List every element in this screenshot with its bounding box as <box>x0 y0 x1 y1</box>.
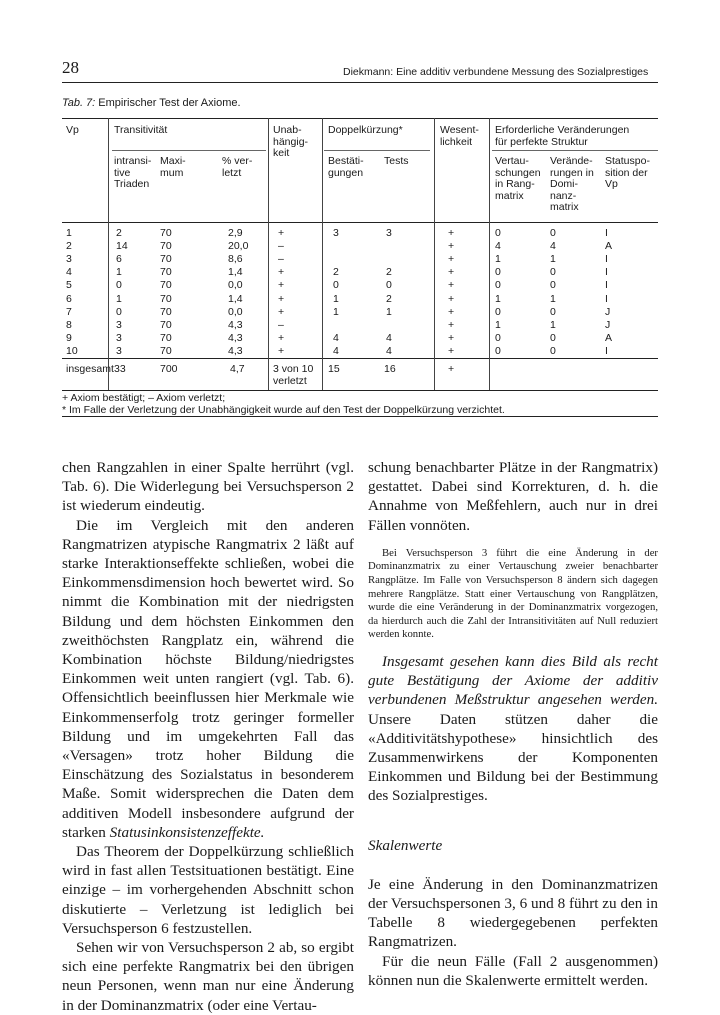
table-cell-wes: + <box>448 240 455 253</box>
paragraph: schung benachbarter Plätze in der Rangmatrix) gestattet. Dabei sind Korrekturen, d. h. die Annahme von Meßfehlern, auch nur in drei Fällen vonnöten. <box>368 459 658 534</box>
table-cell-vp: 2 <box>66 240 72 253</box>
table-cell-stat: A <box>605 240 613 253</box>
table-cell-pct: 1,4 <box>228 292 243 305</box>
table-cell-intr: 3 <box>116 344 122 357</box>
table-cell-ver: 0 <box>550 305 556 318</box>
table-cell-ver: 1 <box>550 318 556 331</box>
table-caption-label: Tab. 7: <box>62 97 96 109</box>
th-unabhaengigkeit: Unab- hängig- keit <box>273 124 309 159</box>
table-cell-tests: 4 <box>386 331 392 344</box>
header-rule <box>62 82 658 83</box>
total-label: insgesamt <box>66 363 114 375</box>
table-cell-unab: + <box>278 344 285 357</box>
table-cell-tests: 2 <box>386 292 392 305</box>
table-cell-tests: 2 <box>386 266 392 279</box>
table-cell-unab: + <box>278 266 285 279</box>
table-cell-vp: 8 <box>66 318 72 331</box>
table-cell-intr: 6 <box>116 253 122 266</box>
table-cell-best: 4 <box>333 344 339 357</box>
table-cell-pct: 4,3 <box>228 318 243 331</box>
table-cell-vp: 4 <box>66 266 72 279</box>
table-cell-pct: 1,4 <box>228 266 243 279</box>
table-cell-max: 70 <box>160 266 172 279</box>
th-transitivitaet: Transitivität <box>114 124 168 136</box>
table-cell-wes: + <box>448 253 455 266</box>
table-cell-max: 70 <box>160 227 172 239</box>
table-cell-pct: 2,9 <box>228 227 243 239</box>
table-cell-ver: 1 <box>550 253 556 266</box>
table-cell-wes: + <box>448 279 455 292</box>
table-cell-stat: J <box>605 305 611 318</box>
table-cell-pct: 20,0 <box>228 240 249 253</box>
table-cell-stat: J <box>605 318 611 331</box>
th-tests: Tests <box>384 155 409 167</box>
table-cell-intr: 2 <box>116 227 122 239</box>
right-column <box>368 458 658 990</box>
table-cell-tests: 4 <box>386 344 392 357</box>
table-vline <box>108 118 109 390</box>
table-cell-unab: + <box>278 305 285 318</box>
table-cell-stat: A <box>605 331 613 344</box>
total-wesentlichkeit: + <box>448 363 455 375</box>
table-cell-wes: + <box>448 305 455 318</box>
table-cell-max: 70 <box>160 292 172 305</box>
table-cell-best: 3 <box>333 227 339 239</box>
table-cell-intr: 14 <box>116 240 128 253</box>
table-cell-unab: + <box>278 227 285 239</box>
table-cell-tests: 3 <box>386 227 392 239</box>
table-cell-vp: 3 <box>66 253 72 266</box>
table-cell-pct: 8,6 <box>228 253 243 266</box>
table-cell-stat: I <box>605 344 608 357</box>
section-title: Skalenwerte <box>368 836 443 854</box>
left-column <box>62 458 354 1015</box>
table-cell-ver: 0 <box>550 344 556 357</box>
table-cell-stat: I <box>605 227 608 239</box>
th-maximum: Maxi- mum <box>160 155 186 179</box>
th-erforderliche: Erforderliche Veränderungen für perfekte Struktur <box>495 124 630 148</box>
table-cell-vert: 1 <box>495 318 501 331</box>
table-footnote-asterisk: * Im Falle der Verletzung der Unabhängigkeit wurde auf den Test der Doppelkürzung verzichtet. <box>62 404 505 416</box>
table-cell-pct: 0,0 <box>228 279 243 292</box>
table-cell-vert: 1 <box>495 253 501 266</box>
th-doppelkuerzung: Doppelkürzung* <box>328 124 403 136</box>
th-vp: Vp <box>66 124 79 136</box>
total-maximum: 700 <box>160 363 178 375</box>
total-unabhaengigkeit: 3 von 10 verletzt <box>273 363 314 387</box>
table-cell-ver: 0 <box>550 227 556 239</box>
table-cell-ver: 0 <box>550 266 556 279</box>
table-header-rule <box>62 222 658 223</box>
total-bestaetigungen: 15 <box>328 363 340 375</box>
table-cell-ver: 0 <box>550 331 556 344</box>
table-cell-unab: + <box>278 331 285 344</box>
table-sub-rule-changes <box>492 150 658 151</box>
table-cell-ver: 1 <box>550 292 556 305</box>
table-cell-vert: 0 <box>495 279 501 292</box>
table-cell-stat: I <box>605 292 608 305</box>
table-cell-max: 70 <box>160 240 172 253</box>
small-print-paragraph: Bei Versuchsperson 3 führt die eine Änderung in der Dominanzmatrix zu einer Vertauschung zweier benachbarter Rangplätze. Im Falle von Versuchsperson 8 ändern sich dagegen mehrere Rangplätze. Statt einer Vertauschung von Rangplätzen, wurde die eine Veränderung in der Dominanzmatrix vorgezogen, da hierdurch auch die Zahl der Intransitivitäten auf Null reduziert werden konnte. <box>368 546 658 641</box>
total-percent: 4,7 <box>230 363 245 375</box>
table-cell-stat: I <box>605 253 608 266</box>
table-cell-ver: 0 <box>550 279 556 292</box>
table-cell-intr: 1 <box>116 292 122 305</box>
table-vline <box>489 118 490 390</box>
th-verletzt: % ver- letzt <box>222 155 253 179</box>
table-cell-stat: I <box>605 279 608 292</box>
table-cell-vert: 0 <box>495 305 501 318</box>
table-cell-best: 1 <box>333 292 339 305</box>
table-caption <box>62 97 241 109</box>
table-cell-wes: + <box>448 227 455 239</box>
table-cell-max: 70 <box>160 318 172 331</box>
table-cell-vert: 4 <box>495 240 501 253</box>
table-cell-vert: 0 <box>495 266 501 279</box>
paragraph: Sehen wir von Versuchsperson 2 ab, so ergibt sich eine perfekte Rangmatrix bei den übrigen neun Personen, wenn man nur eine Änderung in der Dominanzmatrix (oder eine Vertau- <box>62 939 354 1014</box>
paragraph: chen Rangzahlen in einer Spalte herrührt (vgl. Tab. 6). Die Widerlegung bei Versuchsperson 2 ist wiederum eindeutig. <box>62 459 354 515</box>
table-cell-unab: – <box>278 318 284 331</box>
table-bottom-rule <box>62 390 658 391</box>
total-tests: 16 <box>384 363 396 375</box>
table-cell-best: 1 <box>333 305 339 318</box>
table-caption-text: Empirischer Test der Axiome. <box>98 97 241 109</box>
table-vline <box>268 118 269 390</box>
table-cell-vp: 7 <box>66 305 72 318</box>
th-wesentlichkeit: Wesent- lichkeit <box>440 124 479 148</box>
paragraph: Die im Vergleich mit den anderen Rangmatrizen atypische Rangmatrix 2 läßt auf starke Interaktionseffekte schließen, wobei die Einkommensdimension hoch bewertet wird. So nimmt die Kombination mit der niedrigsten Bildung und dem höchsten Einkommen den zweithöchsten Rangplatz ein, während die Kombination höchste Bildung/niedrigstes Einkommen weit unten rangiert (vgl. Tab. 6). Offensichtlich beeinflussen hier Merkmale wie Einkommenserfolg trotz geringer formeller Bildung und im umgekehrten Fall das «Versagen» trotz hoher Bildung die Einschätzung des Sozialstatus in besonderem Maße. Somit widersprechen die Daten dem additiven Modell insbesondere aufgrund der starken Statusinkonsistenzeffekte. <box>62 516 354 841</box>
table-cell-stat: I <box>605 266 608 279</box>
table-cell-intr: 1 <box>116 266 122 279</box>
paragraph: Für die neun Fälle (Fall 2 ausgenommen) können nun die Skalenwerte ermittelt werden. <box>368 952 658 989</box>
table-cell-intr: 0 <box>116 279 122 292</box>
table-cell-wes: + <box>448 318 455 331</box>
table-cell-intr: 3 <box>116 318 122 331</box>
table-cell-vp: 6 <box>66 292 72 305</box>
table-cell-intr: 3 <box>116 331 122 344</box>
table-sub-rule-transitivity <box>112 150 266 151</box>
table-body-rule <box>62 358 658 359</box>
table-cell-max: 70 <box>160 253 172 266</box>
table-cell-unab: – <box>278 240 284 253</box>
table-cell-wes: + <box>448 292 455 305</box>
table-top-rule <box>62 118 658 119</box>
table-vline <box>434 118 435 390</box>
th-vertauschungen: Vertau- schungen in Rang- matrix <box>495 155 541 202</box>
th-bestaetigungen: Bestäti- gungen <box>328 155 364 179</box>
table-cell-vp: 1 <box>66 227 72 239</box>
paragraph: Insgesamt gesehen kann dies Bild als recht gute Bestätigung der Axiome der additiv verbundenen Meßstruktur angesehen werden. Unsere Daten stützen daher die «Additivitätshypothese» hinsichtlich des Zusammenwirkens der Komponenten Einkommen und Bildung bei der Bestimmung des Sozialprestiges. <box>368 652 658 805</box>
paragraph: Das Theorem der Doppelkürzung schließlich wird in fast allen Testsituationen bestätigt. Eine einzige – im vorhergehenden Abschnitt schon diskutierte – Verletzung ist lediglich bei Versuchsperson 6 festzustellen. <box>62 843 354 937</box>
table-cell-wes: + <box>448 266 455 279</box>
table-cell-max: 70 <box>160 279 172 292</box>
table-cell-vp: 10 <box>66 344 78 357</box>
th-statusposition: Statuspo- sition der Vp <box>605 155 650 190</box>
table-cell-unab: – <box>278 253 284 266</box>
page-number: 28 <box>62 58 79 77</box>
running-head: Diekmann: Eine additiv verbundene Messung des Sozialprestiges <box>343 66 649 78</box>
paragraph: Je eine Änderung in den Dominanzmatrizen der Versuchspersonen 3, 6 und 8 führt zu den in Tabelle 8 wiedergegebenen perfekten Rangmatrizen. <box>368 875 658 951</box>
table-cell-best: 0 <box>333 279 339 292</box>
total-intransitive: 33 <box>114 363 126 375</box>
table-cell-tests: 0 <box>386 279 392 292</box>
table-cell-pct: 0,0 <box>228 305 243 318</box>
table-cell-vert: 0 <box>495 227 501 239</box>
table-cell-intr: 0 <box>116 305 122 318</box>
table-cell-vert: 0 <box>495 331 501 344</box>
table-cell-max: 70 <box>160 331 172 344</box>
table-cell-max: 70 <box>160 305 172 318</box>
table-sub-rule-doubleshort <box>324 150 430 151</box>
table-cell-tests: 1 <box>386 305 392 318</box>
table-cell-ver: 4 <box>550 240 556 253</box>
table-footnote-legend: + Axiom bestätigt; – Axiom verletzt; <box>62 392 226 404</box>
table-vline <box>322 118 323 390</box>
table-cell-pct: 4,3 <box>228 344 243 357</box>
table-cell-unab: + <box>278 292 285 305</box>
table-cell-wes: + <box>448 331 455 344</box>
table-cell-pct: 4,3 <box>228 331 243 344</box>
table-cell-best: 2 <box>333 266 339 279</box>
th-veraenderungen: Verände- rungen in Domi- nanz- matrix <box>550 155 594 213</box>
table-cell-vert: 0 <box>495 344 501 357</box>
th-intransitive: intransi- tive Triaden <box>114 155 152 190</box>
table-cell-vp: 9 <box>66 331 72 344</box>
table-cell-vp: 5 <box>66 279 72 292</box>
table-cell-max: 70 <box>160 344 172 357</box>
table-cell-best: 4 <box>333 331 339 344</box>
table-cell-wes: + <box>448 344 455 357</box>
table-cell-vert: 1 <box>495 292 501 305</box>
table-cell-unab: + <box>278 279 285 292</box>
